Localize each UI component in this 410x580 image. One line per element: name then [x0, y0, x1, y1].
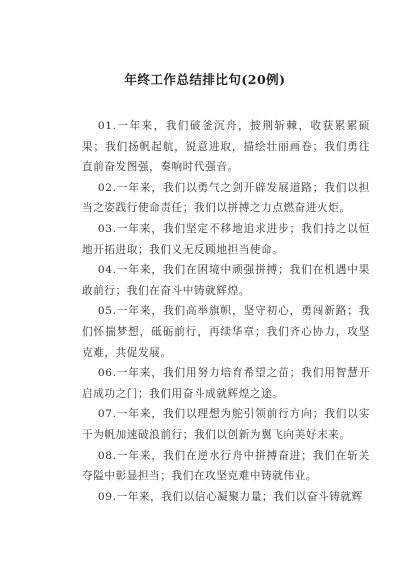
- paragraph-06: 06.一年来，我们用努力培育希望之苗；我们用智慧开启成功之门；我们用奋斗成就辉煌之途。: [82, 367, 370, 400]
- paragraph-02: 02.一年来，我们以勇气之剑开辟发展道路；我们以担当之姿践行使命责任；我们以拼搏之力点燃奋进火炬。: [82, 181, 370, 215]
- paragraph-08: 08.一年来，我们在逆水行舟中拼搏奋进；我们在斩关夺隘中彰显担当；我们在攻坚克难中铸就伟业。: [82, 449, 370, 483]
- paragraph-03: 03.一年来，我们坚定不移地追求进步；我们持之以恒地开拓进取；我们义无反顾地担当使命。: [82, 222, 370, 256]
- paragraph-05: 05.一年来，我们高举旗帜，坚守初心，勇闯新路；我们怀揣梦想，砥砺前行，再续华章；我们齐心协力，攻坚克难，共促发展。: [82, 305, 370, 359]
- paragraph-07: 07.一年来，我们以理想为舵引领前行方向；我们以实干为帆加速破浪前行；我们以创新为翼飞向美好未来。: [82, 408, 370, 441]
- document-title: 年终工作总结排比句(20例): [124, 72, 286, 87]
- document-body: [82, 116, 370, 580]
- paragraph-01: 01.一年来，我们破釜沉舟，披荆斩棘，收获累累硕果；我们扬帆起航，锐意进取，描绘壮丽画卷；我们勇往直前奋发图强，奏响时代强音。: [82, 120, 370, 174]
- paragraph-04: 04.一年来，我们在困境中顽强拼搏；我们在机遇中果敢前行；我们在奋斗中铸就辉煌。: [82, 264, 370, 297]
- paragraph-09: 09.一年来，我们以信心凝聚力量；我们以奋斗铸就辉: [97, 490, 363, 503]
